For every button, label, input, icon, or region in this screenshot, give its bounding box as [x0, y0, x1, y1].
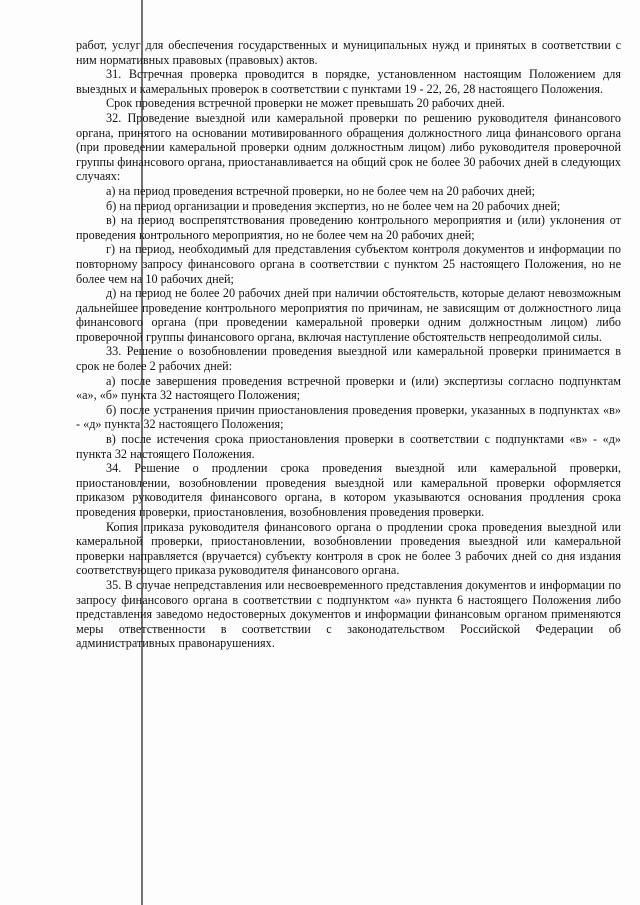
- paragraph-33-v: в) после истечения срока приостановления проверки в соответствии с подпунктами «в» - «д» пункта 32 настоящего Положения.: [76, 432, 621, 461]
- document-body: [76, 38, 621, 651]
- paragraph-31-term: Срок проведения встречной проверки не может превышать 20 рабочих дней.: [106, 96, 505, 111]
- paragraph-33-b: б) после устранения причин приостановления проведения проверки, указанных в подпунктах «в» - «д» пункта 32 настоящего Положения;: [76, 402, 621, 432]
- paragraph-33: 33. Решение о возобновлении проведения выездной или камеральной проверки принимается в срок не более 2 рабочих дней:: [76, 344, 621, 374]
- paragraph-32-g: г) на период, необходимый для представления субъектом контроля документов и информации по повторному запросу финансового органа в соответствии с пунктом 25 настоящего Положения, но не более чем на 10 рабочих дней;: [76, 242, 621, 286]
- paragraph-32-b: б) на период организации и проведения экспертиз, но не более чем на 20 рабочих дней;: [106, 198, 561, 213]
- paragraph-31: 31. Встречная проверка проводится в порядке, установленном настоящим Положением для выездных и камеральных проверок в соответствии с пунктами 19 - 22, 26, 28 настоящего Положения.: [76, 67, 621, 96]
- paragraph-32-a: а) на период проведения встречной проверки, но не более чем на 20 рабочих дней;: [106, 183, 536, 198]
- paragraph-32: 32. Проведение выездной или камеральной проверки по решению руководителя финансового органа, принятого на основании мотивированного обращения должностного лица финансового органа (при проведении камеральной проверки одним должностным лицом) либо руководителя проверочной группы финансового органа, приостанавливается на общий срок не более 30 рабочих дней в следующих случаях:: [76, 110, 621, 184]
- paragraph-34: 34. Решение о продлении срока проведения выездной или камеральной проверки, приостановлении, возобновлении проведения выездной или камеральной проверки оформляется приказом руководителя финансового органа, в котором указываются основания продления срока проведения проверки, приостановления, возобновления проведения проверки.: [76, 461, 621, 519]
- paragraph-35: 35. В случае непредставления или несвоевременного представления документов и информации по запросу финансового органа в соответствии с подпунктом «а» пункта 6 настоящего Положения либо представления заведомо недостоверных документов и информации финансовым органом применяются меры ответственности в соответствии с законодательством Российской Федерации об административных правонарушениях.: [76, 577, 621, 651]
- paragraph-34-copy: Копия приказа руководителя финансового органа о продлении срока проведения выездной или камеральной проверки, приостановлении, возобновлении проведения выездной или камеральной проверки направляется (вручается) субъекту контроля в срок не более 3 рабочих дней со дня издания соответствующего приказа руководителя финансового органа.: [76, 519, 621, 578]
- paragraph-32-d: д) на период не более 20 рабочих дней при наличии обстоятельств, которые делают невозможным дальнейшее проведение контрольного мероприятия по причинам, не зависящим от должностного лица финансового органа (при проведении камеральной проверки одним должностным лицом) либо проверочной группы финансового органа, включая наступление обстоятельств непреодолимой силы.: [76, 286, 621, 344]
- paragraph-continuation: работ, услуг для обеспечения государственных и муниципальных нужд и принятых в соответствии с ним нормативных правовых (правовых) актов.: [76, 38, 621, 67]
- paragraph-33-a: а) после завершения проведения встречной проверки и (или) экспертизы согласно подпунктам «а», «б» пункта 32 настоящего Положения;: [76, 373, 621, 403]
- paragraph-32-v: в) на период воспрепятствования проведению контрольного мероприятия и (или) уклонения от проведения контрольного мероприятия, но не более чем на 20 рабочих дней;: [76, 213, 621, 242]
